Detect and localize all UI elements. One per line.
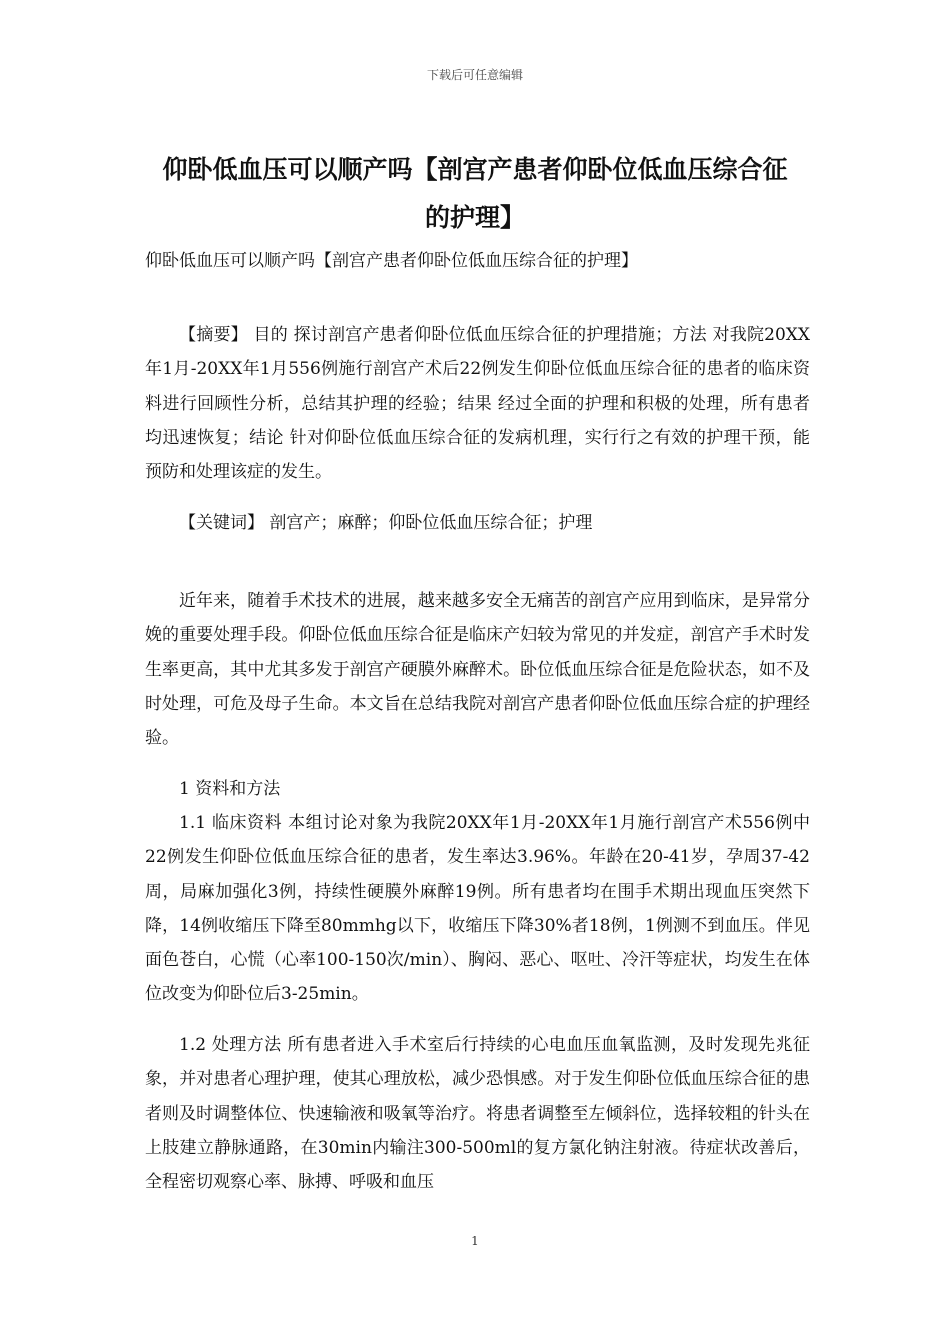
document-title-line-2: 的护理】 bbox=[424, 203, 525, 232]
section-1-2-paragraph: 1.2 处理方法 所有患者进入手术室后行持续的心电血压血氧监测，及时发现先兆征象，并对患者心理护理，使其心理放松，减少恐惧感。对于发生仰卧位低血压综合征的患者则及时调整体位、快速输液和吸氧等治疗。将患者调整至左倾斜位，选择较粗的针头在上肢建立静脉通路，在30min内输注300-500ml的复方氯化钠注射液。待症状改善后，全程密切观察心率、脉搏、呼吸和血压 bbox=[145, 1035, 810, 1193]
page-number: 1 bbox=[471, 1234, 479, 1248]
section-heading-1: 1 资料和方法 bbox=[179, 779, 281, 799]
intro-paragraph: 近年来，随着手术技术的进展，越来越多安全无痛苦的剖宫产应用到临床，是异常分娩的重要处理手段。仰卧位低血压综合征是临床产妇较为常见的并发症，剖宫产手术时发生率更高，其中尤其多发于剖宫产硬膜外麻醉术。卧位低血压综合征是危险状态，如不及时处理，可危及母子生命。本文旨在总结我院对剖宫产患者仰卧位低血压综合症的护理经验。 bbox=[145, 591, 810, 749]
section-1-1-paragraph: 1.1 临床资料 本组讨论对象为我院20XX年1月-20XX年1月施行剖宫产术556例中22例发生仰卧位低血压综合征的患者，发生率达3.96%。年龄在20-41岁，孕周37-42周，局麻加强化3例，持续性硬膜外麻醉19例。所有患者均在围手术期出现血压突然下降，14例收缩压下降至80mmhg以下，收缩压下降30%者18例，1例测不到血压。伴见面色苍白，心慌（心率100-150次/min）、胸闷、恶心、呕吐、冷汗等症状，均发生在体位改变为仰卧位后3-25min。 bbox=[145, 813, 810, 1005]
document-subtitle: 仰卧低血压可以顺产吗【剖宫产患者仰卧位低血压综合征的护理】 bbox=[145, 251, 638, 271]
header-note: 下载后可任意编辑 bbox=[426, 68, 523, 82]
keywords-paragraph: 【关键词】 剖宫产；麻醉；仰卧位低血压综合征；护理 bbox=[179, 513, 593, 533]
abstract-paragraph: 【摘要】 目的 探讨剖宫产患者仰卧位低血压综合征的护理措施；方法 对我院20XX年1月-20XX年1月556例施行剖宫产术后22例发生仰卧位低血压综合征的患者的临床资料进行回顾性分析，总结其护理的经验；结果 经过全面的护理和积极的处理，所有患者均迅速恢复；结论 针对仰卧位低血压综合征的发病机理，实行行之有效的护理干预，能预防和处理该症的发生。 bbox=[145, 325, 810, 483]
document-title-line-1: 仰卧低血压可以顺产吗【剖宫产患者仰卧位低血压综合征 bbox=[162, 155, 788, 184]
